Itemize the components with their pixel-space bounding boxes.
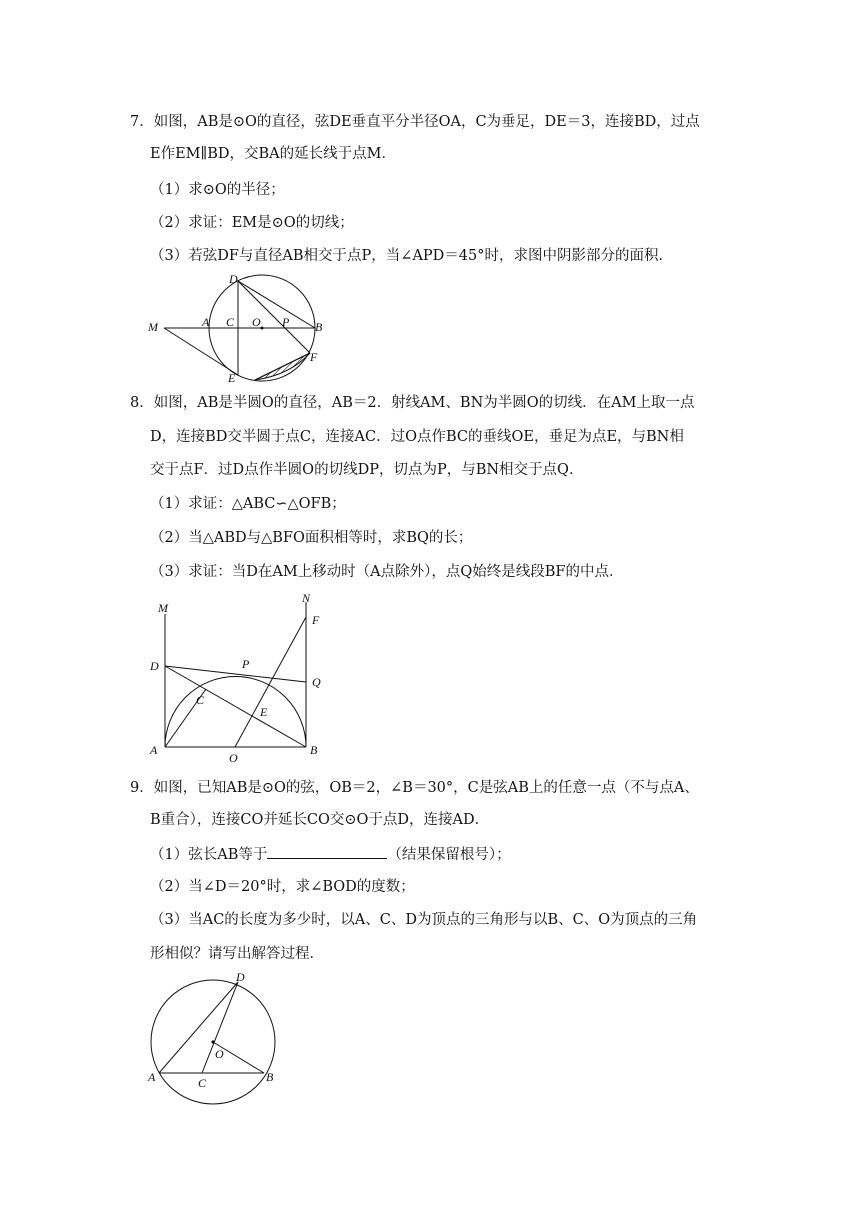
p9-line-3 — [150, 844, 511, 865]
p8-line-5: （2）当△ABD与△BFO面积相等时，求BQ的长； — [150, 530, 473, 546]
p7-line-3: （1）求⊙O的半径； — [150, 182, 285, 198]
p7-line-2: E作EM∥BD，交BA的延长线于点M． — [150, 146, 396, 162]
label-A: A — [148, 1070, 156, 1084]
p9-q1-prefix: （1）弦长AB等于 — [150, 847, 268, 863]
p8-line-6: （3）求证：当D在AM上移动时（A点除外），点Q始终是线段BF的中点． — [150, 564, 624, 580]
p9-line-2: B重合），连接CO并延长CO交⊙O于点D，连接AD． — [150, 812, 490, 828]
figure-problem-9 — [140, 965, 290, 1110]
label-D: D — [229, 272, 238, 286]
label-B: B — [315, 320, 323, 334]
label-D: D — [150, 659, 159, 673]
figure-problem-7 — [140, 265, 340, 390]
p8-line-4: （1）求证：△ABC∽△OFB； — [150, 496, 346, 512]
label-B: B — [310, 743, 318, 757]
label-M: M — [148, 320, 158, 334]
label-A: A — [202, 315, 210, 329]
label-C: C — [196, 693, 205, 707]
answer-blank — [267, 844, 387, 859]
p8-line-1: 8．如图，AB是半圆O的直径，AB＝2．射线AM、BN为半圆O的切线．在AM上取一点 — [130, 395, 695, 411]
label-N: N — [302, 592, 311, 605]
label-B: B — [266, 1070, 274, 1084]
label-E: E — [228, 371, 236, 385]
label-E: E — [260, 705, 268, 719]
label-P: P — [242, 657, 250, 671]
figure-problem-8 — [140, 592, 340, 767]
label-P: P — [282, 315, 290, 329]
label-F: F — [312, 613, 320, 627]
label-C: C — [226, 315, 235, 329]
label-O: O — [215, 1047, 224, 1061]
p8-line-3: 交于点F．过D点作半圆O的切线DP，切点为P，与BN相交于点Q． — [150, 462, 584, 478]
p9-line-4: （2）当∠D＝20°时，求∠BOD的度数； — [150, 879, 415, 895]
p7-line-4: （2）求证：EM是⊙O的切线； — [150, 215, 354, 231]
p9-line-5: （3）当AC的长度为多少时，以A、C、D为顶点的三角形与以B、C、O为顶点的三角 — [150, 912, 698, 928]
label-M: M — [158, 601, 168, 615]
label-F: F — [310, 350, 318, 364]
p9-line-1: 9．如图，已知AB是⊙O的弦，OB＝2，∠B＝30°，C是弦AB上的任意一点（不与点A、 — [130, 780, 699, 796]
p9-line-6: 形相似？请写出解答过程． — [150, 946, 324, 962]
p7-line-5: （3）若弦DF与直径AB相交于点P，当∠APD＝45°时，求图中阴影部分的面积． — [150, 248, 673, 264]
label-D: D — [236, 970, 245, 984]
label-C: C — [198, 1076, 207, 1090]
p7-line-1: 7．如图，AB是⊙O的直径，弦DE垂直平分半径OA，C为垂足，DE＝3，连接BD，过点 — [130, 114, 700, 130]
label-Q: Q — [312, 675, 321, 689]
p9-q1-suffix: （结果保留根号）； — [387, 847, 511, 863]
label-O: O — [229, 751, 238, 765]
label-O: O — [252, 315, 261, 329]
label-A: A — [150, 743, 158, 757]
p8-line-2: D，连接BD交半圆于点C，连接AC．过O点作BC的垂线OE，垂足为点E，与BN相 — [150, 429, 684, 445]
